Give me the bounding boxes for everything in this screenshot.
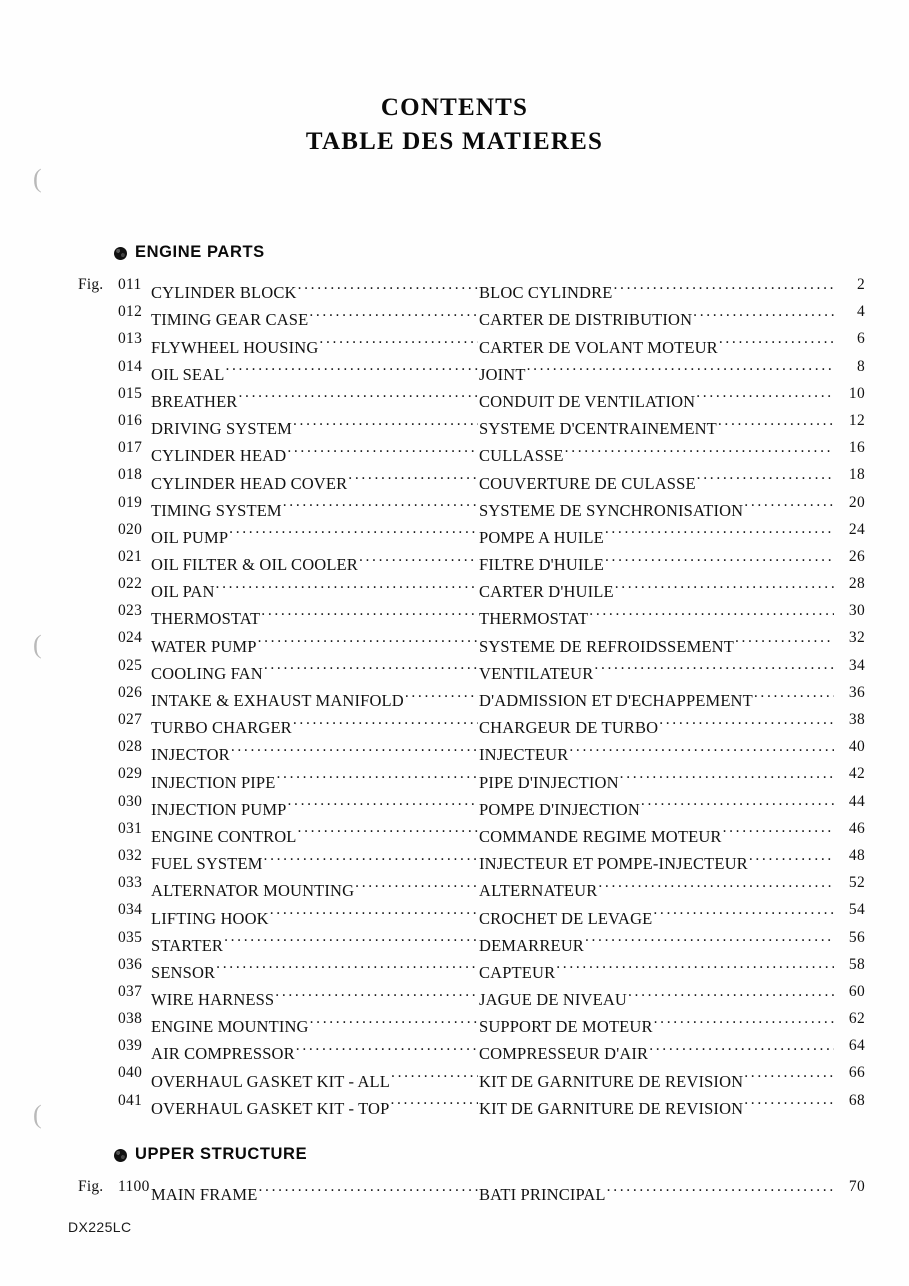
dot-leader [628,978,834,1005]
figure-number: 012 [118,303,143,321]
dot-leader [293,407,478,434]
table-row[interactable] [0,407,909,439]
entry-title-en-text: ALTERNATOR MOUNTING [151,881,355,901]
entry-title-en-text: INTAKE & EXHAUST MANIFOLD [151,691,404,710]
dot-leader [598,869,834,896]
dot-leader [744,1059,834,1086]
entry-title-en-text: AIR COMPRESSOR [151,1044,295,1064]
dot-leader [605,543,834,570]
entry-title-fr-text: CAPTEUR [479,962,556,982]
entry-title-en [151,1173,479,1208]
dot-leader [641,788,834,815]
table-row[interactable] [0,1087,909,1118]
table-row[interactable] [0,380,909,411]
dot-leader [270,896,478,923]
dot-leader [659,706,834,733]
dot-leader [319,325,478,352]
dot-leader [355,869,478,896]
table-row[interactable] [0,760,909,792]
dot-leader [735,624,834,651]
entry-title-en-text: DRIVING SYSTEM [151,419,292,439]
entry-title-fr-text: VENTILATEUR [479,663,594,683]
table-row[interactable] [0,298,909,330]
page-number: 10 [848,384,865,402]
table-row[interactable] [0,271,909,303]
figure-number: 038 [118,1010,143,1028]
scan-artifact: ( [33,1100,42,1129]
entry-title-en-text: TURBO CHARGER [151,718,292,738]
page-number: 68 [848,1091,865,1109]
dot-leader [293,706,478,733]
entry-title-en-text: OVERHAUL GASKET KIT - TOP [151,1098,390,1118]
entry-title-fr-text: CARTER DE DISTRIBUTION [479,310,693,330]
page-number: 4 [856,303,865,321]
section-heading-label: ENGINE PARTS [135,243,265,261]
page-number: 34 [848,656,865,674]
dot-leader [283,489,478,516]
figure-number: 011 [118,276,142,293]
dot-leader [565,434,834,461]
table-row[interactable] [0,842,909,874]
table-row[interactable] [0,489,909,520]
table-row[interactable] [0,325,909,357]
dot-leader [224,924,478,951]
page-number: 64 [848,1037,865,1055]
section-bullet-icon [114,1149,127,1162]
entry-title-fr-text: BATI PRINCIPAL [479,1185,606,1205]
page-number: 54 [848,901,865,919]
figure-number: 034 [118,901,143,919]
entry-rows [0,1173,909,1205]
dot-leader [589,597,834,624]
table-row[interactable] [0,706,909,738]
figure-number: 014 [118,357,143,375]
dot-leader [607,1173,834,1200]
dot-leader [264,652,478,679]
table-row[interactable] [0,570,909,602]
table-row[interactable] [0,733,909,765]
scan-artifact: ( [33,630,42,659]
dot-leader [697,461,834,488]
dot-leader [216,951,478,978]
fig-label: Fig. [78,276,104,293]
page-number: 24 [848,520,865,538]
entry-title-fr-text: COUVERTURE DE CULASSE [479,473,696,493]
entry-title-en-text: CYLINDER BLOCK [151,283,297,303]
entry-title-fr-text: POMPE A HUILE [479,527,604,547]
entry-title-en-text: ENGINE CONTROL [151,826,297,846]
dot-leader [594,652,834,679]
entry-title-en-text: INJECTION PUMP [151,799,287,819]
table-row[interactable] [0,353,909,384]
entry-title-en-text: WATER PUMP [151,636,257,656]
entry-title-fr-text: CROCHET DE LEVAGE [479,908,653,928]
entry-title-fr-text: DEMARREUR [479,935,584,955]
dot-leader [615,570,834,597]
section-1 [0,1145,909,1205]
figure-number: 017 [118,439,143,457]
entry-title-fr-text: KIT DE GARNITURE DE REVISION [479,1098,744,1118]
page-number: 52 [848,874,865,892]
entry-title-fr-text: JAGUE DE NIVEAU [479,990,627,1010]
table-row[interactable] [0,543,909,575]
dot-leader [359,543,478,570]
entry-title-fr-text: SYSTEME DE SYNCHRONISATION [479,500,744,520]
figure-number: 024 [118,629,143,647]
entry-title-en-text: FUEL SYSTEM [151,854,263,874]
dot-leader [216,570,478,597]
entry-title-fr-text: INJECTEUR ET POMPE-INJECTEUR [479,854,748,874]
page-number: 38 [848,711,865,728]
figure-number: 019 [118,493,143,511]
entry-title-fr-text: COMMANDE REGIME MOTEUR [479,826,722,846]
figure-number: 041 [118,1091,143,1109]
dot-leader [225,353,478,380]
table-row[interactable] [0,788,909,819]
figure-number: 036 [118,955,143,973]
entry-title-fr-text: CULLASSE [479,446,564,466]
page-number: 40 [848,738,865,756]
figure-number: 028 [118,738,143,756]
entry-title-en-text: LIFTING HOOK [151,908,269,928]
page-number: 48 [848,846,865,864]
page-number: 12 [848,411,865,429]
page-number: 2 [856,276,865,293]
section-heading [0,243,909,262]
page-number: 42 [848,765,865,783]
table-row[interactable] [0,516,909,547]
figure-number: 037 [118,982,143,1000]
table-row[interactable] [0,1173,909,1205]
entry-title-fr-text: CONDUIT DE VENTILATION [479,391,696,411]
dot-leader [696,380,834,407]
entry-title-fr-text: PIPE D'INJECTION [479,772,619,792]
dot-leader [723,815,834,842]
page-number: 16 [848,439,865,457]
entry-title-en-text: OIL FILTER & OIL COOLER [151,555,358,575]
entry-title-en-text: OIL PAN [151,582,215,602]
page-number: 60 [848,982,865,1000]
figure-number: 013 [118,330,143,348]
page-number: 8 [856,357,865,375]
dot-leader [391,1059,478,1086]
dot-leader [288,788,479,815]
entry-title-en-text: OIL SEAL [151,364,225,384]
title-contents: CONTENTS [380,94,529,121]
table-row[interactable] [0,815,909,846]
entry-title-en-text: TIMING GEAR CASE [151,310,309,330]
dot-leader [585,924,834,951]
dot-leader [556,951,834,978]
dot-leader [348,461,478,488]
table-row[interactable] [0,652,909,683]
figure-number: 039 [118,1037,143,1055]
figure-number: 027 [118,711,143,728]
dot-leader [309,298,478,325]
table-row[interactable] [0,951,909,982]
dot-leader [229,516,478,543]
dot-leader [605,516,834,543]
dot-leader [614,271,835,298]
figure-number: 031 [118,819,143,837]
dot-leader [258,624,478,651]
dot-leader [744,1087,834,1114]
table-row[interactable] [0,978,909,1010]
dot-leader [296,1032,478,1059]
entry-title-fr [479,1173,835,1208]
entry-title-en-text: OVERHAUL GASKET KIT - ALL [151,1071,391,1091]
page-number: 26 [848,547,865,565]
entry-title-en-text: WIRE HARNESS [151,990,275,1010]
dot-leader [275,978,478,1005]
entry-title-en-text: STARTER [151,935,224,955]
figure-number: 026 [118,683,143,701]
page-number: 56 [848,928,865,946]
figure-number: 023 [118,602,143,620]
figure-number: 022 [118,575,143,593]
figure-number: 033 [118,874,143,892]
dot-leader [405,679,478,706]
entry-title-fr-text: INJECTEUR [479,745,569,765]
page-title [0,92,909,158]
table-row[interactable] [0,869,909,901]
dot-leader [719,325,834,352]
dot-leader [527,353,834,380]
entry-title-en-text: COOLING FAN [151,663,263,683]
entry-title-en-text: OIL PUMP [151,527,229,547]
dot-leader [569,733,834,760]
entry-title-fr-text: KIT DE GARNITURE DE REVISION [479,1071,744,1091]
dot-leader [298,815,478,842]
page-number: 32 [848,629,865,647]
section-bullet-icon [114,247,127,260]
footer-model-code: DX225LC [68,1219,132,1235]
figure-number: 025 [118,656,143,674]
page-number: 46 [848,819,865,837]
page-number: 36 [848,683,865,701]
dot-leader [276,760,478,787]
dot-leader [620,760,834,787]
entry-title-en-text: INJECTOR [151,745,230,765]
figure-number: 016 [118,411,143,429]
entry-rows [0,271,909,1118]
entry-title-fr-text: SYSTEME D'CENTRAINEMENT [479,419,717,439]
page-number: 28 [848,575,865,593]
dot-leader [264,842,478,869]
entry-title-fr-text: BLOC CYLINDRE [479,283,613,303]
entry-title-en-text: CYLINDER HEAD [151,446,287,466]
entry-title-fr-text: CARTER DE VOLANT MOTEUR [479,337,718,357]
table-row[interactable] [0,1032,909,1064]
entry-title-fr-text: JOINT [479,364,526,384]
dot-leader [693,298,834,325]
entry-title-fr-text: CHARGEUR DE TURBO [479,718,659,738]
page-number: 18 [848,466,865,484]
table-row[interactable] [0,624,909,656]
page-number: 20 [848,493,865,511]
table-row[interactable] [0,434,909,466]
entry-title-fr [479,1087,835,1122]
entry-title-en-text: INJECTION PIPE [151,772,276,792]
entry-title-fr-text: SUPPORT DE MOTEUR [479,1017,653,1037]
section-0 [0,243,909,1118]
section-heading-label: UPPER STRUCTURE [135,1145,308,1163]
dot-leader [238,380,478,407]
table-row[interactable] [0,597,909,629]
table-row[interactable] [0,896,909,928]
entry-title-fr-text: SYSTEME DE REFROIDSSEMENT [479,636,734,656]
dot-leader [649,1032,834,1059]
dot-leader [261,597,478,624]
entry-title-fr-text: CARTER D'HUILE [479,582,614,602]
dot-leader [287,434,478,461]
dot-leader [390,1087,478,1114]
entry-title-fr-text: THERMOSTAT [479,609,589,629]
table-row[interactable] [0,679,909,710]
fig-label: Fig. [78,1178,104,1195]
page-number: 62 [848,1010,865,1028]
dot-leader [298,271,478,298]
entry-title-en-text: CYLINDER HEAD COVER [151,473,348,493]
figure-number: 035 [118,928,143,946]
table-row[interactable] [0,1059,909,1091]
page-number: 70 [848,1178,865,1195]
figure-number: 015 [118,384,143,402]
dot-leader [754,679,834,706]
entry-title-en-text: THERMOSTAT [151,609,261,629]
entry-title-en-text: ENGINE MOUNTING [151,1017,309,1037]
dot-leader [231,733,478,760]
figure-number: 029 [118,765,143,783]
figure-number: 1100 [118,1178,150,1195]
table-row[interactable] [0,924,909,955]
figure-number: 021 [118,547,143,565]
entry-title-fr-text: D'ADMISSION ET D'ECHAPPEMENT [479,691,753,710]
page-number: 58 [848,955,865,973]
entry-title-en-text: BREATHER [151,391,238,411]
dot-leader [654,1005,834,1032]
figure-number: 030 [118,792,143,810]
entry-title-fr-text: POMPE D'INJECTION [479,799,640,819]
table-row[interactable] [0,461,909,493]
page-number: 66 [848,1064,865,1082]
figure-number: 018 [118,466,143,484]
page-number: 6 [856,330,865,348]
figure-number: 020 [118,520,143,538]
entry-title-en-text: SENSOR [151,962,216,982]
entry-title-en-text: TIMING SYSTEM [151,500,282,520]
figure-number: 040 [118,1064,143,1082]
dot-leader [653,896,834,923]
section-heading [0,1145,909,1164]
dot-leader [310,1005,478,1032]
dot-leader [744,489,834,516]
entry-title-en-text: MAIN FRAME [151,1185,258,1205]
entry-title-en [151,1087,479,1122]
page-number: 30 [848,602,865,620]
scan-artifact: ( [33,164,42,193]
dot-leader [258,1173,478,1200]
title-table-des-matieres: TABLE DES MATIERES [305,128,604,155]
dot-leader [718,407,834,434]
entry-title-en-text: FLYWHEEL HOUSING [151,337,319,357]
page-number: 44 [848,792,865,810]
table-row[interactable] [0,1005,909,1037]
entry-title-fr-text: COMPRESSEUR D'AIR [479,1044,649,1064]
figure-number: 032 [118,846,143,864]
entry-title-fr-text: FILTRE D'HUILE [479,555,604,575]
dot-leader [749,842,834,869]
entry-title-fr-text: ALTERNATEUR [479,881,598,901]
